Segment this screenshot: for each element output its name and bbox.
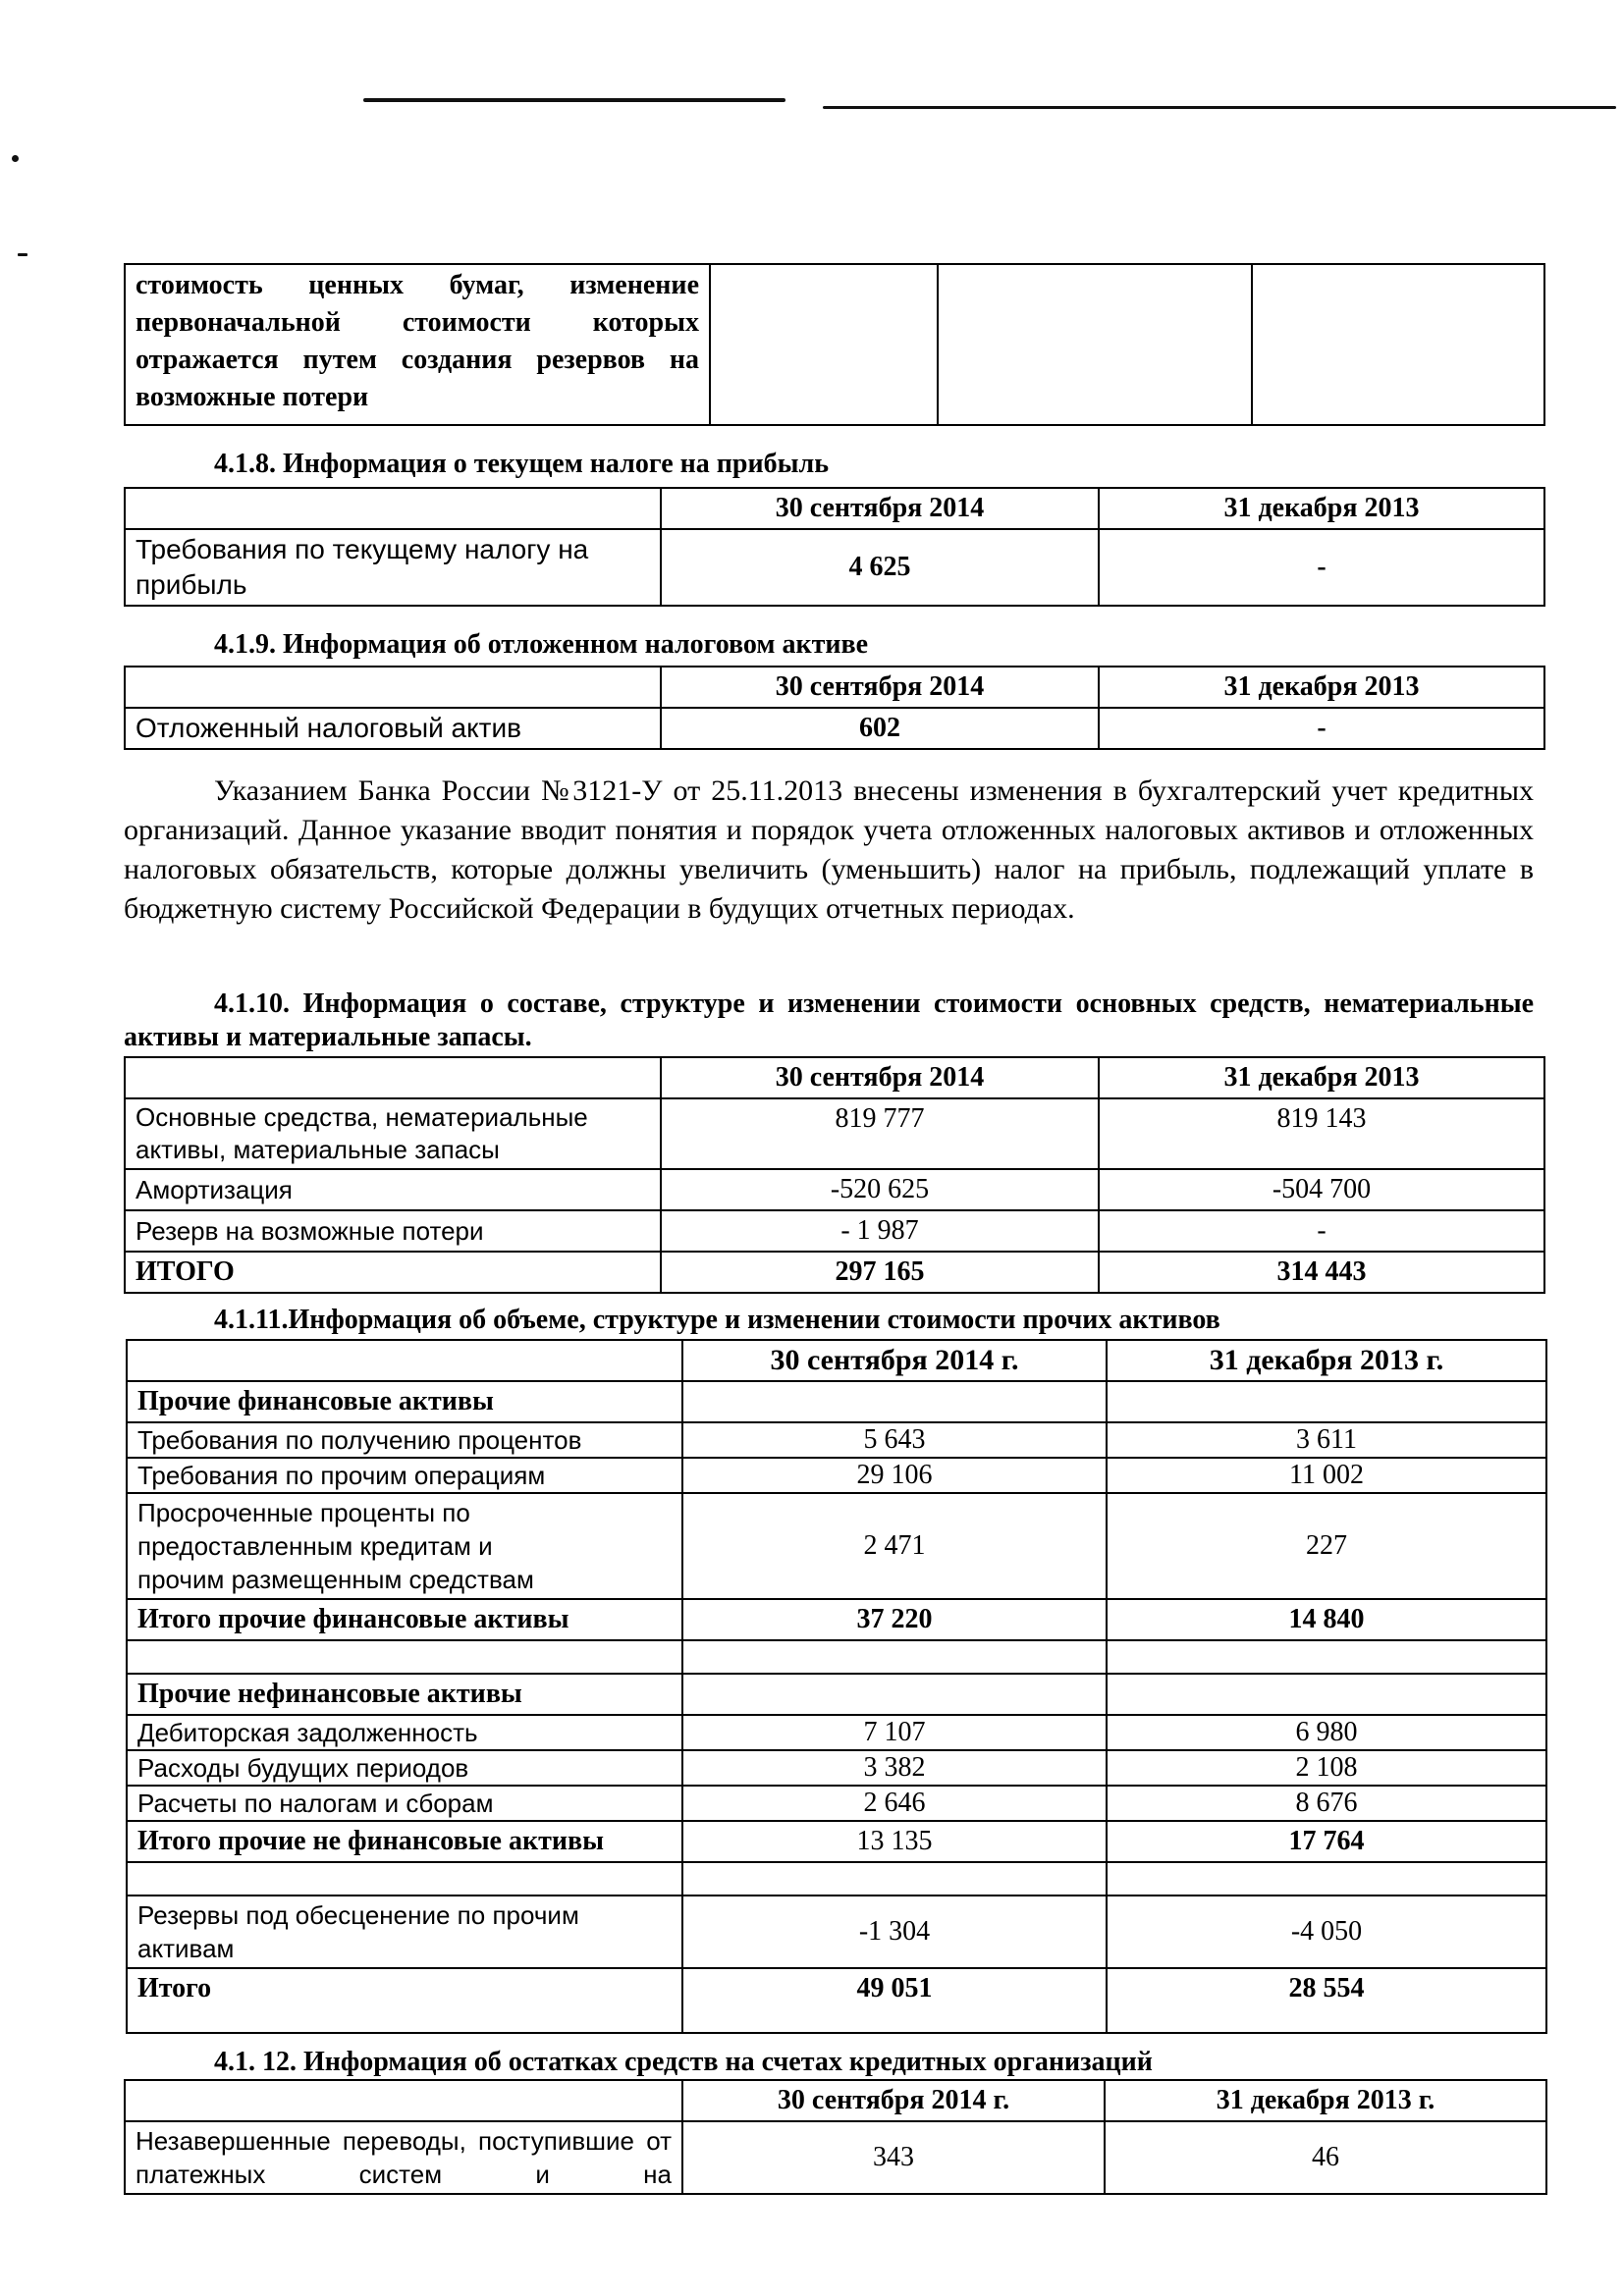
row-label: Требования по текущему налогу на прибыль	[125, 529, 661, 606]
col-header-2014: 30 сентября 2014 г.	[682, 1340, 1107, 1381]
row-label: Резервы под обесценение по прочим активам	[127, 1896, 682, 1968]
value-2014: 5 643	[682, 1422, 1107, 1458]
deferred-tax-table	[124, 666, 1543, 750]
value-2014: 29 106	[682, 1458, 1107, 1493]
row-label: Резерв на возможные потери	[125, 1210, 661, 1252]
total-label: ИТОГО	[125, 1252, 661, 1293]
fixed-assets-table	[124, 1056, 1543, 1294]
col-header-2014: 30 сентября 2014	[661, 488, 1099, 529]
total-2014: 297 165	[661, 1252, 1099, 1293]
scan-line-right	[823, 106, 1616, 109]
value-2014: 2 646	[682, 1786, 1107, 1821]
row-label: Требования по получению процентов	[127, 1422, 682, 1458]
value-2014: 7 107	[682, 1715, 1107, 1750]
value-2014: 4 625	[661, 529, 1099, 606]
total-2013: 28 554	[1107, 1968, 1546, 2033]
top-fragment-text: стоимость ценных бумаг, изменение первоначальной стоимости которых отражается путем создания резервов на возможные потери	[125, 264, 710, 425]
subtotal-2014: 37 220	[682, 1599, 1107, 1640]
col-header-2013: 31 декабря 2013	[1099, 667, 1544, 708]
row-label: Дебиторская задолженность	[127, 1715, 682, 1750]
subtotal-label: Итого прочие финансовые активы	[127, 1599, 682, 1640]
section-4-1-9-title: 4.1.9. Информация об отложенном налоговом активе	[214, 629, 869, 660]
body-paragraph: Указанием Банка России №3121-У от 25.11.2013 внесены изменения в бухгалтерский учет кредитных организаций. Данное указание вводит понятия и порядок учета отложенных налоговых активов и отложенных налоговых обязательств, которые должны увеличить (уменьшить) налог на прибыль, подлежащий уплате в бюджетную систему Российской Федерации в будущих отчетных периодах.	[124, 774, 1534, 925]
value-2013: -4 050	[1107, 1896, 1546, 1968]
subtotal-label: Итого прочие не финансовые активы	[127, 1821, 682, 1862]
row-label: Незавершенные переводы, поступившие от платежных систем и на	[125, 2121, 682, 2194]
col-header-2014: 30 сентября 2014	[661, 667, 1099, 708]
value-2014: - 1 987	[661, 1210, 1099, 1252]
scan-dash	[18, 253, 27, 256]
section-4-1-8-title: 4.1.8. Информация о текущем налоге на прибыль	[214, 449, 829, 479]
row-label: Отложенный налоговый актив	[125, 708, 661, 749]
value-2014: 2 471	[682, 1493, 1107, 1599]
value-2013: -	[1099, 529, 1544, 606]
col-header-2014: 30 сентября 2014	[661, 1057, 1099, 1098]
col-header-2013: 31 декабря 2013 г.	[1105, 2080, 1546, 2121]
value-2013: 819 143	[1099, 1098, 1544, 1169]
other-assets-table	[126, 1339, 1545, 2034]
value-2013: 11 002	[1107, 1458, 1546, 1493]
col-header-2013: 31 декабря 2013 г.	[1107, 1340, 1546, 1381]
row-label: Расходы будущих периодов	[127, 1750, 682, 1786]
value-2013: 227	[1107, 1493, 1546, 1599]
value-2013: 6 980	[1107, 1715, 1546, 1750]
group-header-nonfinancial: Прочие нефинансовые активы	[127, 1674, 682, 1715]
col-header-2013: 31 декабря 2013	[1099, 488, 1544, 529]
col-header-2013: 31 декабря 2013	[1099, 1057, 1544, 1098]
row-label: Просроченные проценты по предоставленным кредитам и прочим размещенным средствам	[127, 1493, 682, 1599]
value-2014: 602	[661, 708, 1099, 749]
group-header-financial: Прочие финансовые активы	[127, 1381, 682, 1422]
value-2014: -1 304	[682, 1896, 1107, 1968]
value-2013: 8 676	[1107, 1786, 1546, 1821]
value-2013: 46	[1105, 2121, 1546, 2194]
subtotal-2013: 17 764	[1107, 1821, 1546, 1862]
subtotal-2013: 14 840	[1107, 1599, 1546, 1640]
section-4-1-10-title: 4.1.10. Информация о составе, структуре и изменении стоимости основных средств, нематериальные активы и материальные запасы.	[124, 988, 1534, 1052]
top-fragment-table	[124, 263, 1543, 426]
total-2013: 314 443	[1099, 1252, 1544, 1293]
value-2014: -520 625	[661, 1169, 1099, 1210]
row-label: Амортизация	[125, 1169, 661, 1210]
row-label: Основные средства, нематериальные активы, материальные запасы	[125, 1098, 661, 1169]
value-2014: 3 382	[682, 1750, 1107, 1786]
total-label: Итого	[127, 1968, 682, 2033]
value-2013: 2 108	[1107, 1750, 1546, 1786]
row-label: Расчеты по налогам и сборам	[127, 1786, 682, 1821]
scan-dot	[12, 155, 19, 162]
value-2013: -504 700	[1099, 1169, 1544, 1210]
subtotal-2014: 13 135	[682, 1821, 1107, 1862]
current-tax-table	[124, 487, 1543, 607]
value-2014: 819 777	[661, 1098, 1099, 1169]
scan-line-left	[363, 98, 785, 102]
value-2013: -	[1099, 1210, 1544, 1252]
value-2014: 343	[682, 2121, 1105, 2194]
col-header-2014: 30 сентября 2014 г.	[682, 2080, 1105, 2121]
value-2013: 3 611	[1107, 1422, 1546, 1458]
row-label: Требования по прочим операциям	[127, 1458, 682, 1493]
total-2014: 49 051	[682, 1968, 1107, 2033]
value-2013: -	[1099, 708, 1544, 749]
section-4-1-12-title: 4.1. 12. Информация об остатках средств на счетах кредитных организаций	[214, 2047, 1153, 2077]
credit-org-balances-table	[124, 2079, 1545, 2195]
section-4-1-11-title: 4.1.11.Информация об объеме, структуре и изменении стоимости прочих активов	[214, 1305, 1220, 1335]
